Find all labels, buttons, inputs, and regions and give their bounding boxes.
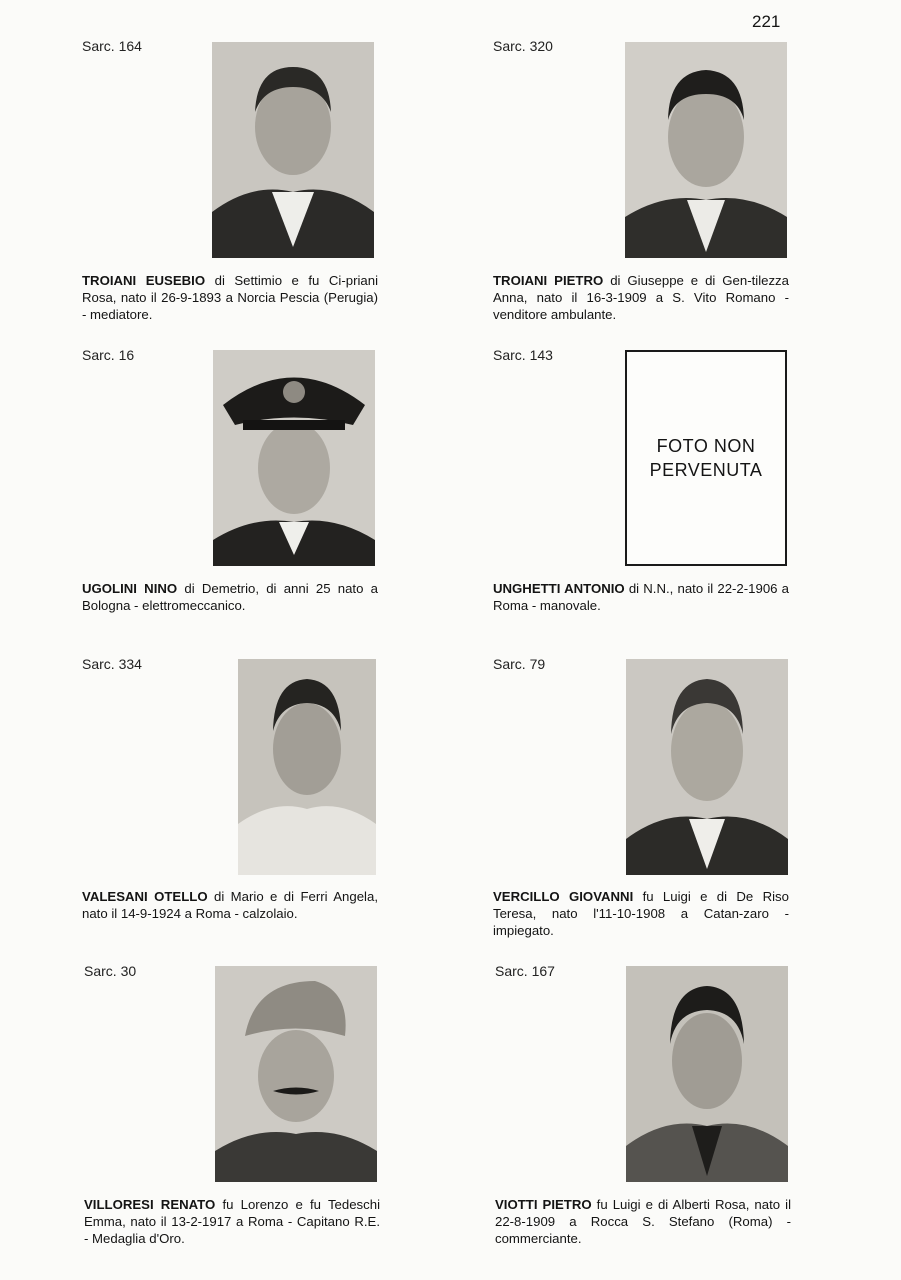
portrait-photo xyxy=(215,966,377,1182)
portrait-image xyxy=(626,966,788,1182)
sarcophagus-number: Sarc. 334 xyxy=(82,656,142,672)
portrait-photo xyxy=(626,659,788,875)
entry-caption xyxy=(82,888,378,922)
entry-details: di Giuseppe e di Gen-tilezza Anna, nato il 16-3-1909 a S. Vito Romano - venditore ambulante. xyxy=(493,273,789,322)
entry-details: di Settimio e fu Ci-priani Rosa, nato il 26-9-1893 a Norcia Pescia (Perugia) - mediatore. xyxy=(82,273,379,322)
portrait-photo xyxy=(238,659,376,875)
entry-caption xyxy=(495,1196,791,1247)
portrait-image xyxy=(213,350,375,566)
sarcophagus-number: Sarc. 167 xyxy=(495,963,555,979)
portrait-image xyxy=(238,659,376,875)
entry-name: UGOLINI NINO xyxy=(82,581,178,596)
entry-details: fu Luigi e di De Riso Teresa, nato l'11-10-1908 a Catan-zaro - impiegato. xyxy=(493,889,789,938)
entry-details: di N.N., nato il 22-2-1906 a Roma - manovale. xyxy=(493,581,789,613)
entry-details: fu Luigi e di Alberti Rosa, nato il 22-8-1909 a Rocca S. Stefano (Roma) - commerciante. xyxy=(495,1197,791,1246)
entry-name: TROIANI PIETRO xyxy=(493,273,604,288)
sarcophagus-number: Sarc. 30 xyxy=(84,963,137,979)
portrait-photo xyxy=(212,42,374,258)
entry-name: VERCILLO GIOVANNI xyxy=(493,889,634,904)
sarcophagus-number: Sarc. 143 xyxy=(493,347,553,363)
entry-name: VIOTTI PIETRO xyxy=(495,1197,592,1212)
photo-placeholder xyxy=(625,350,787,566)
portrait-image xyxy=(215,966,377,1182)
portrait-photo xyxy=(626,966,788,1182)
photo-placeholder-text: FOTO NON PERVENUTA xyxy=(649,436,763,480)
sarcophagus-number: Sarc. 320 xyxy=(493,38,553,54)
portrait-photo xyxy=(625,42,787,258)
sarcophagus-number: Sarc. 164 xyxy=(82,38,142,54)
entry-details: di Mario e di Ferri Angela, nato il 14-9-1924 a Roma - calzolaio. xyxy=(82,889,378,921)
portrait-image xyxy=(625,42,787,258)
entry-details: di Demetrio, di anni 25 nato a Bologna - elettromeccanico. xyxy=(82,581,378,613)
entry-caption xyxy=(493,580,789,614)
entry-caption xyxy=(84,1196,380,1247)
entry-caption xyxy=(82,272,378,323)
portrait-photo xyxy=(213,350,375,566)
sarcophagus-number: Sarc. 16 xyxy=(82,347,135,363)
entry-caption xyxy=(493,888,789,939)
portrait-image xyxy=(626,659,788,875)
entry-details: fu Lorenzo e fu Tedeschi Emma, nato il 13-2-1917 a Roma - Capitano R.E. - Medaglia d'Oro. xyxy=(84,1197,380,1246)
entry-name: TROIANI EUSEBIO xyxy=(82,273,206,288)
entry-name: VILLORESI RENATO xyxy=(84,1197,216,1212)
sarcophagus-number: Sarc. 79 xyxy=(493,656,546,672)
entry-name: VALESANI OTELLO xyxy=(82,889,208,904)
portrait-image xyxy=(212,42,374,258)
entry-caption xyxy=(82,580,378,614)
entry-name: UNGHETTI ANTONIO xyxy=(493,581,625,596)
page-number: 221 xyxy=(752,12,781,31)
entry-caption xyxy=(493,272,789,323)
